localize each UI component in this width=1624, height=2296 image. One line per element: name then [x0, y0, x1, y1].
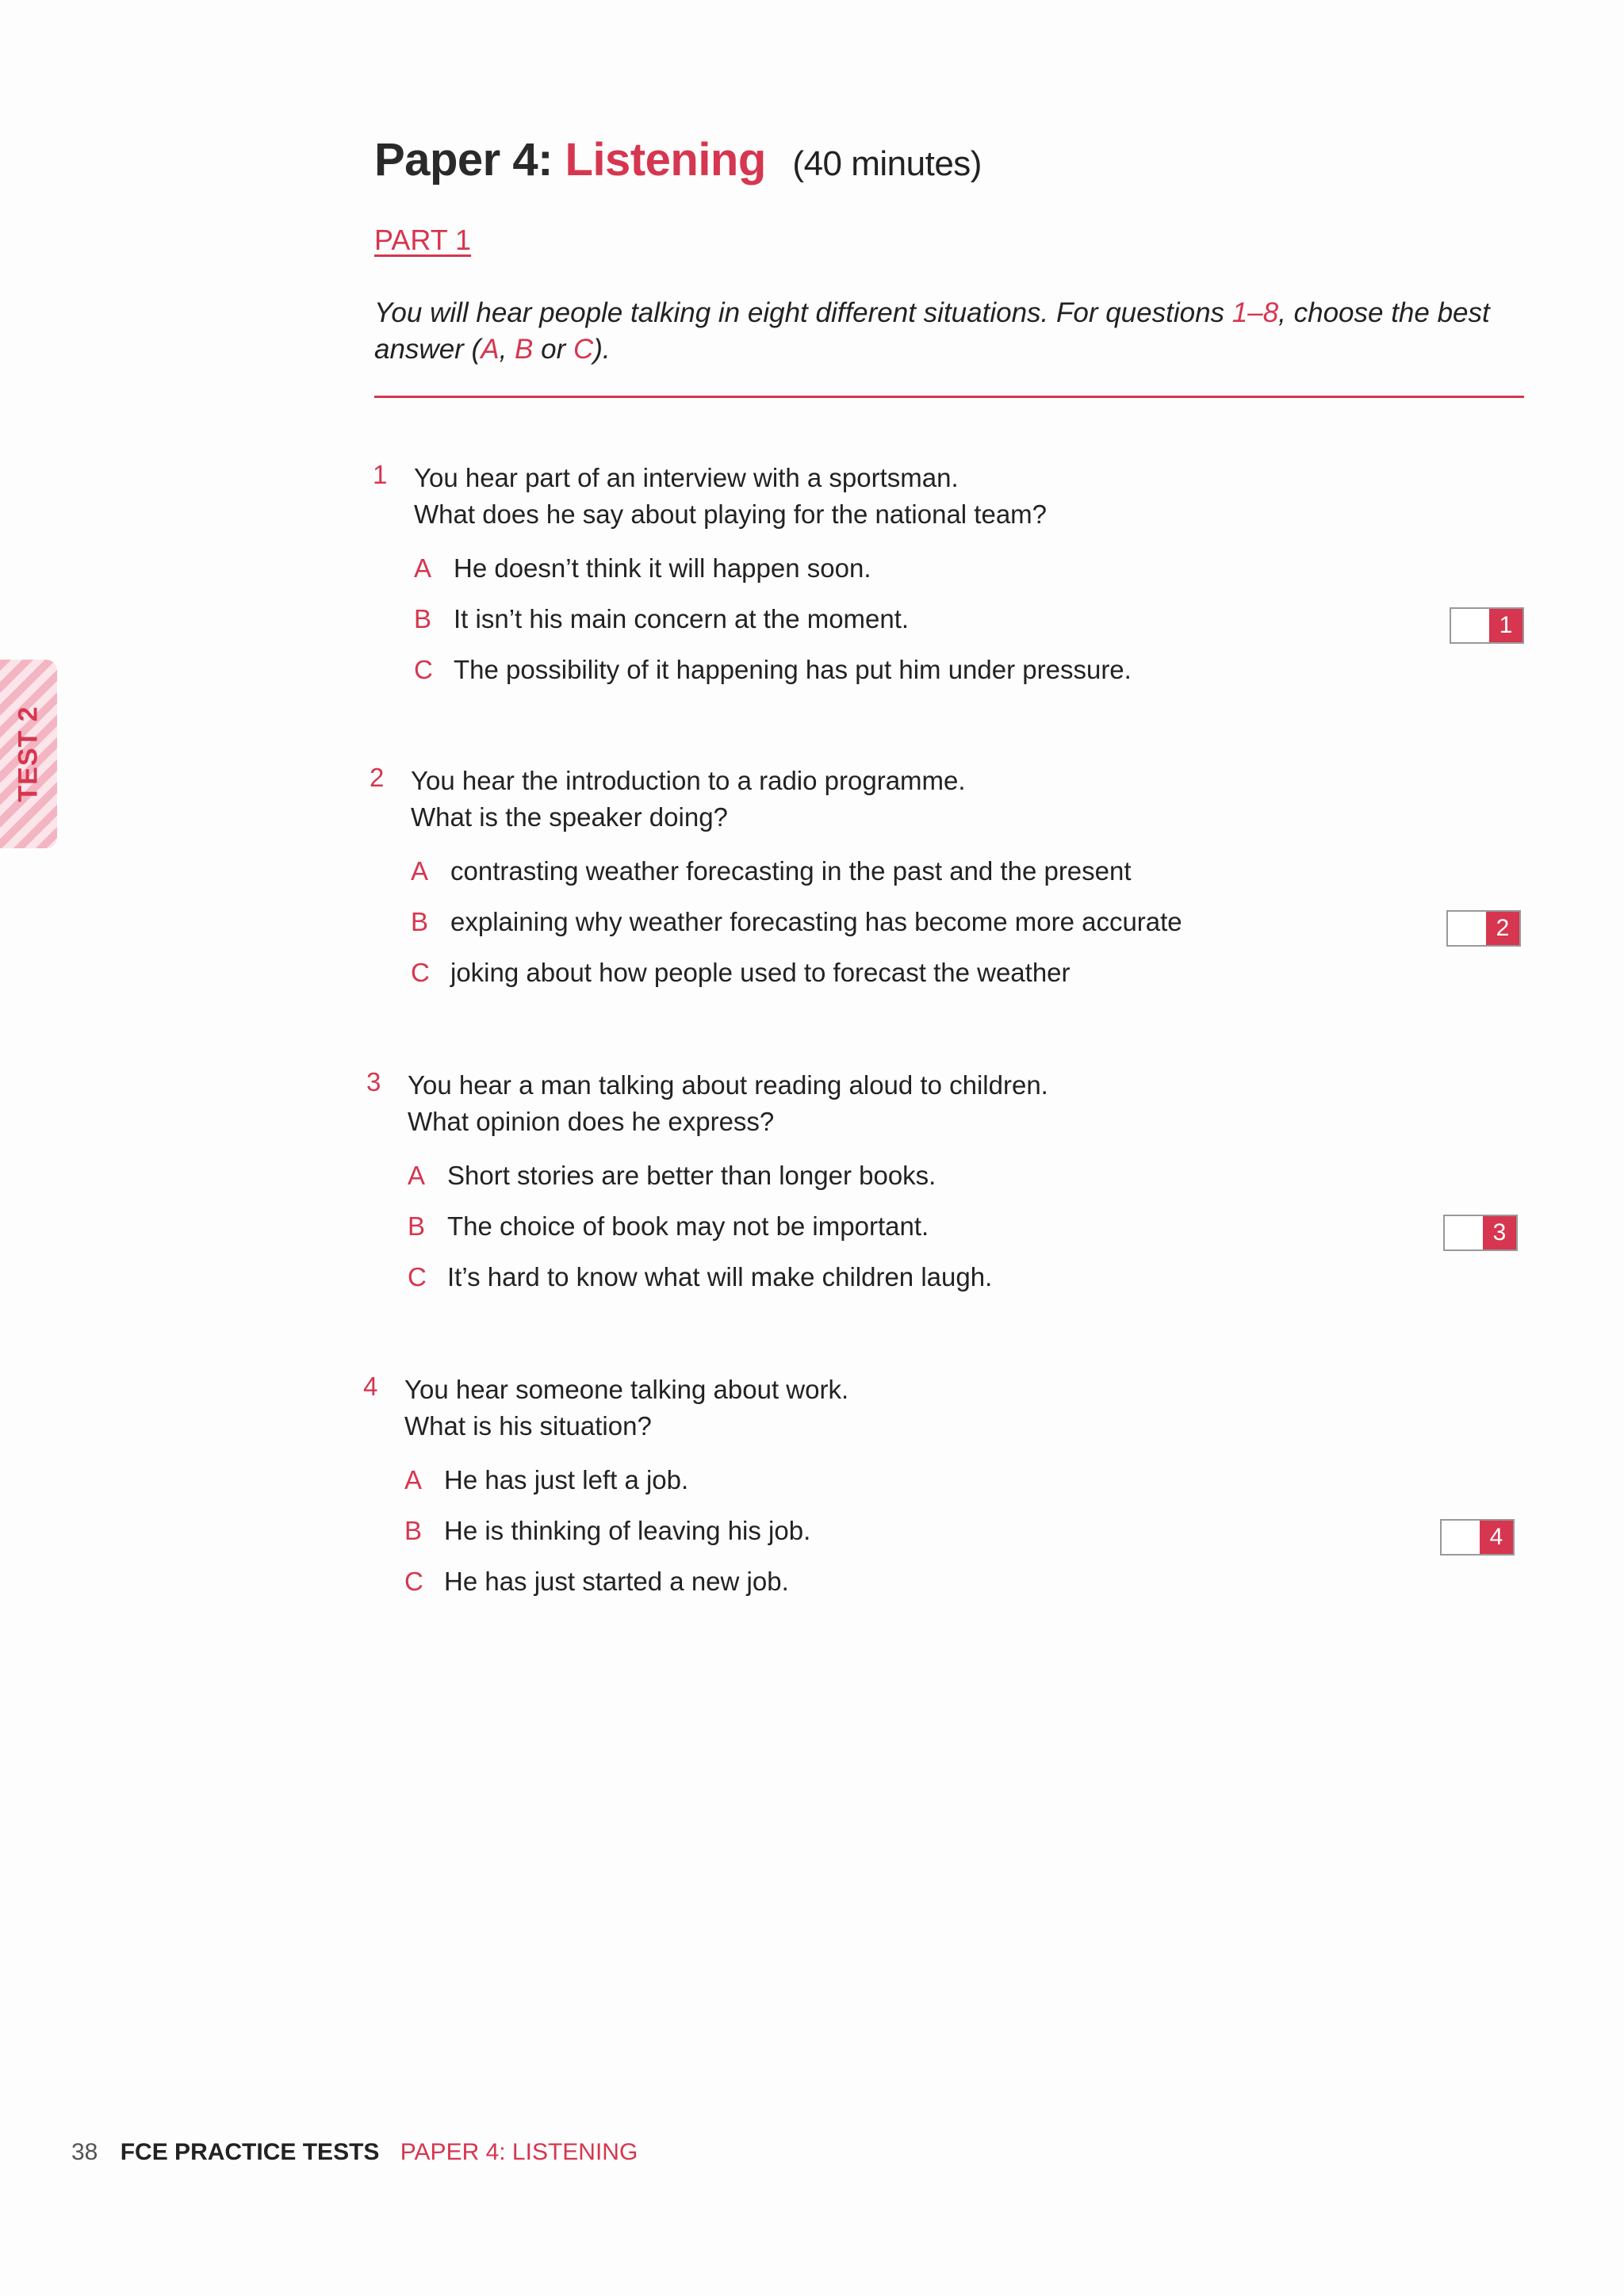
question-number: 3: [366, 1067, 381, 1096]
option-letter: C: [414, 655, 433, 684]
option-b[interactable]: [411, 907, 1182, 937]
instructions-text-mid: , choose the best answer (: [374, 297, 1490, 365]
option-text: He has just started a new job.: [444, 1567, 789, 1596]
option-letter: B: [408, 1211, 426, 1241]
question-line: You hear someone talking about work.: [404, 1375, 849, 1404]
question-line: What opinion does he express?: [408, 1107, 775, 1136]
answer-box[interactable]: [1446, 910, 1521, 947]
question-3: [366, 1067, 1524, 1305]
question-number: 1: [373, 460, 388, 489]
question-2: [370, 763, 1527, 1001]
question-line: What is his situation?: [404, 1411, 652, 1441]
option-c-ref: C: [573, 334, 594, 365]
question-line: You hear the introduction to a radio programme.: [411, 766, 966, 795]
answer-box-number: 3: [1483, 1216, 1516, 1249]
option-a-ref: A: [481, 334, 500, 365]
answer-box[interactable]: [1450, 607, 1524, 644]
instructions-text: You will hear people talking in eight different situations. For questions: [374, 297, 1232, 328]
option-text: The choice of book may not be important.: [447, 1211, 929, 1241]
option-text: explaining why weather forecasting has become more accurate: [450, 907, 1182, 936]
option-letter: A: [411, 856, 429, 886]
option-c[interactable]: [414, 655, 1132, 685]
test-side-tab: [0, 660, 57, 848]
answer-box[interactable]: [1443, 1215, 1518, 1251]
option-letter: A: [414, 553, 432, 583]
question-stem: [411, 763, 1362, 836]
question-number: 4: [363, 1372, 378, 1401]
answer-box-number: 4: [1480, 1521, 1513, 1554]
instructions-sep: or: [533, 334, 573, 365]
option-letter: C: [408, 1262, 427, 1292]
option-a[interactable]: [411, 856, 1132, 886]
section-title: PAPER 4: LISTENING: [400, 2139, 638, 2165]
side-tab-label: TEST 2: [13, 706, 44, 802]
option-letter: A: [408, 1161, 426, 1190]
question-stem: [414, 460, 1365, 533]
subject-label: Listening: [565, 134, 766, 186]
option-text: It isn’t his main concern at the moment.: [454, 604, 910, 633]
page-title: [374, 133, 982, 186]
answer-box-number: 2: [1486, 912, 1519, 945]
option-b[interactable]: [404, 1516, 810, 1546]
page-footer: [71, 2139, 638, 2166]
option-c[interactable]: [404, 1567, 789, 1597]
question-number: 2: [370, 763, 385, 792]
divider: [374, 396, 1524, 398]
option-text: contrasting weather forecasting in the past and the present: [450, 856, 1132, 886]
paper-label: Paper 4:: [374, 134, 553, 186]
option-letter: C: [404, 1567, 423, 1596]
option-b-ref: B: [515, 334, 534, 365]
option-letter: B: [411, 907, 429, 936]
option-letter: A: [404, 1465, 423, 1494]
question-line: What is the speaker doing?: [411, 802, 728, 832]
question-line: You hear part of an interview with a sportsman.: [414, 463, 959, 492]
question-stem: [404, 1372, 1356, 1445]
question-range: 1–8: [1231, 297, 1279, 328]
question-1: [373, 460, 1530, 698]
duration-label: (40 minutes): [792, 144, 982, 183]
instructions-text-end: ).: [593, 334, 611, 365]
option-a[interactable]: [408, 1161, 936, 1191]
question-4: [363, 1372, 1521, 1609]
instructions: [374, 295, 1516, 368]
answer-box[interactable]: [1440, 1519, 1515, 1556]
option-c[interactable]: [408, 1262, 992, 1292]
book-title: FCE PRACTICE TESTS: [120, 2139, 380, 2165]
option-text: joking about how people used to forecast the weather: [450, 958, 1071, 987]
question-line: What does he say about playing for the national team?: [414, 499, 1048, 529]
option-letter: C: [411, 958, 430, 987]
option-text: He has just left a job.: [444, 1465, 689, 1494]
option-a[interactable]: [414, 553, 871, 584]
question-line: You hear a man talking about reading aloud to children.: [408, 1070, 1048, 1100]
instructions-sep: ,: [499, 334, 515, 365]
option-c[interactable]: [411, 958, 1071, 988]
option-letter: B: [404, 1516, 423, 1545]
answer-box-number: 1: [1489, 609, 1522, 642]
part-heading: PART 1: [374, 224, 472, 256]
option-a[interactable]: [404, 1465, 688, 1495]
question-stem: [408, 1067, 1359, 1140]
page-number: 38: [71, 2139, 98, 2165]
option-text: He is thinking of leaving his job.: [444, 1516, 811, 1545]
option-b[interactable]: [414, 604, 909, 634]
option-text: He doesn’t think it will happen soon.: [454, 553, 871, 583]
option-text: Short stories are better than longer books.: [447, 1161, 936, 1190]
option-b[interactable]: [408, 1211, 929, 1242]
option-text: It’s hard to know what will make children laugh.: [447, 1262, 993, 1292]
option-text: The possibility of it happening has put him under pressure.: [454, 655, 1132, 684]
option-letter: B: [414, 604, 432, 633]
